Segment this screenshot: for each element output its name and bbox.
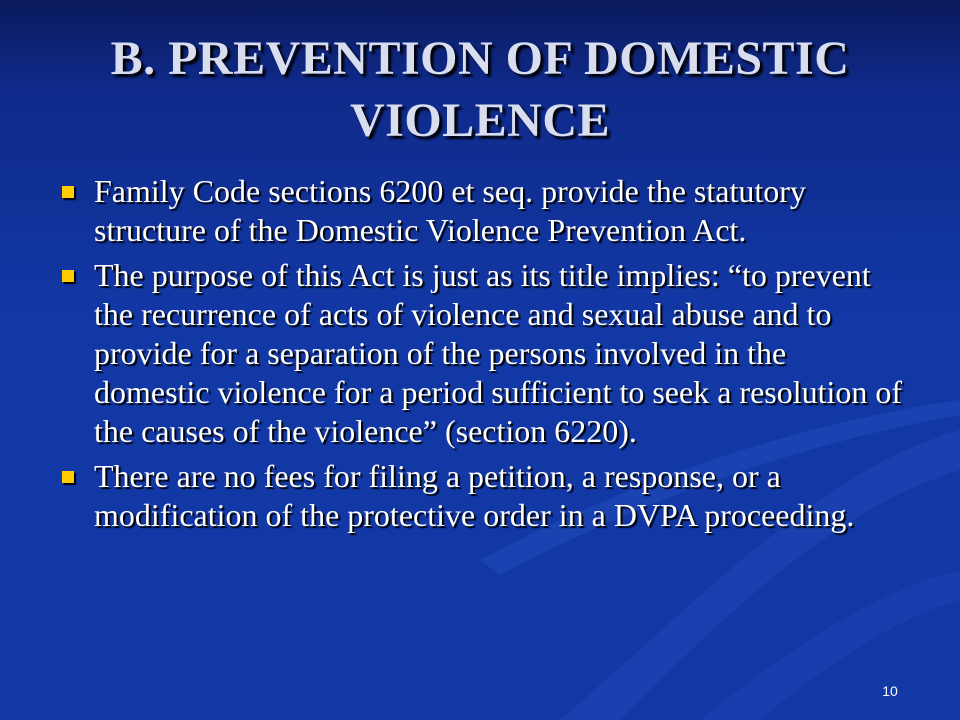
bullet-text: Family Code sections 6200 et seq. provide the statutory structure of the Domestic Violence Prevention Act.: [94, 173, 806, 248]
bullet-item: [58, 457, 908, 535]
bullet-text: The purpose of this Act is just as its title implies: “to prevent the recurrence of acts of violence and sexual abuse and to provide for a separation of the persons involved in the domestic violence for a period sufficient to seek a resolution of the causes of the violence” (section 6220).: [94, 257, 903, 449]
square-bullet-icon: [62, 186, 74, 198]
bullet-list: [58, 172, 908, 541]
slide-title: B. PREVENTION OF DOMESTIC VIOLENCE: [110, 32, 850, 147]
bullet-item: [58, 256, 908, 451]
bullet-text: There are no fees for filing a petition, a response, or a modification of the protective order in a DVPA proceeding.: [94, 458, 855, 533]
square-bullet-icon: [62, 471, 74, 483]
square-bullet-icon: [62, 270, 74, 282]
bullet-item: [58, 172, 908, 250]
page-number: 10: [882, 683, 898, 699]
